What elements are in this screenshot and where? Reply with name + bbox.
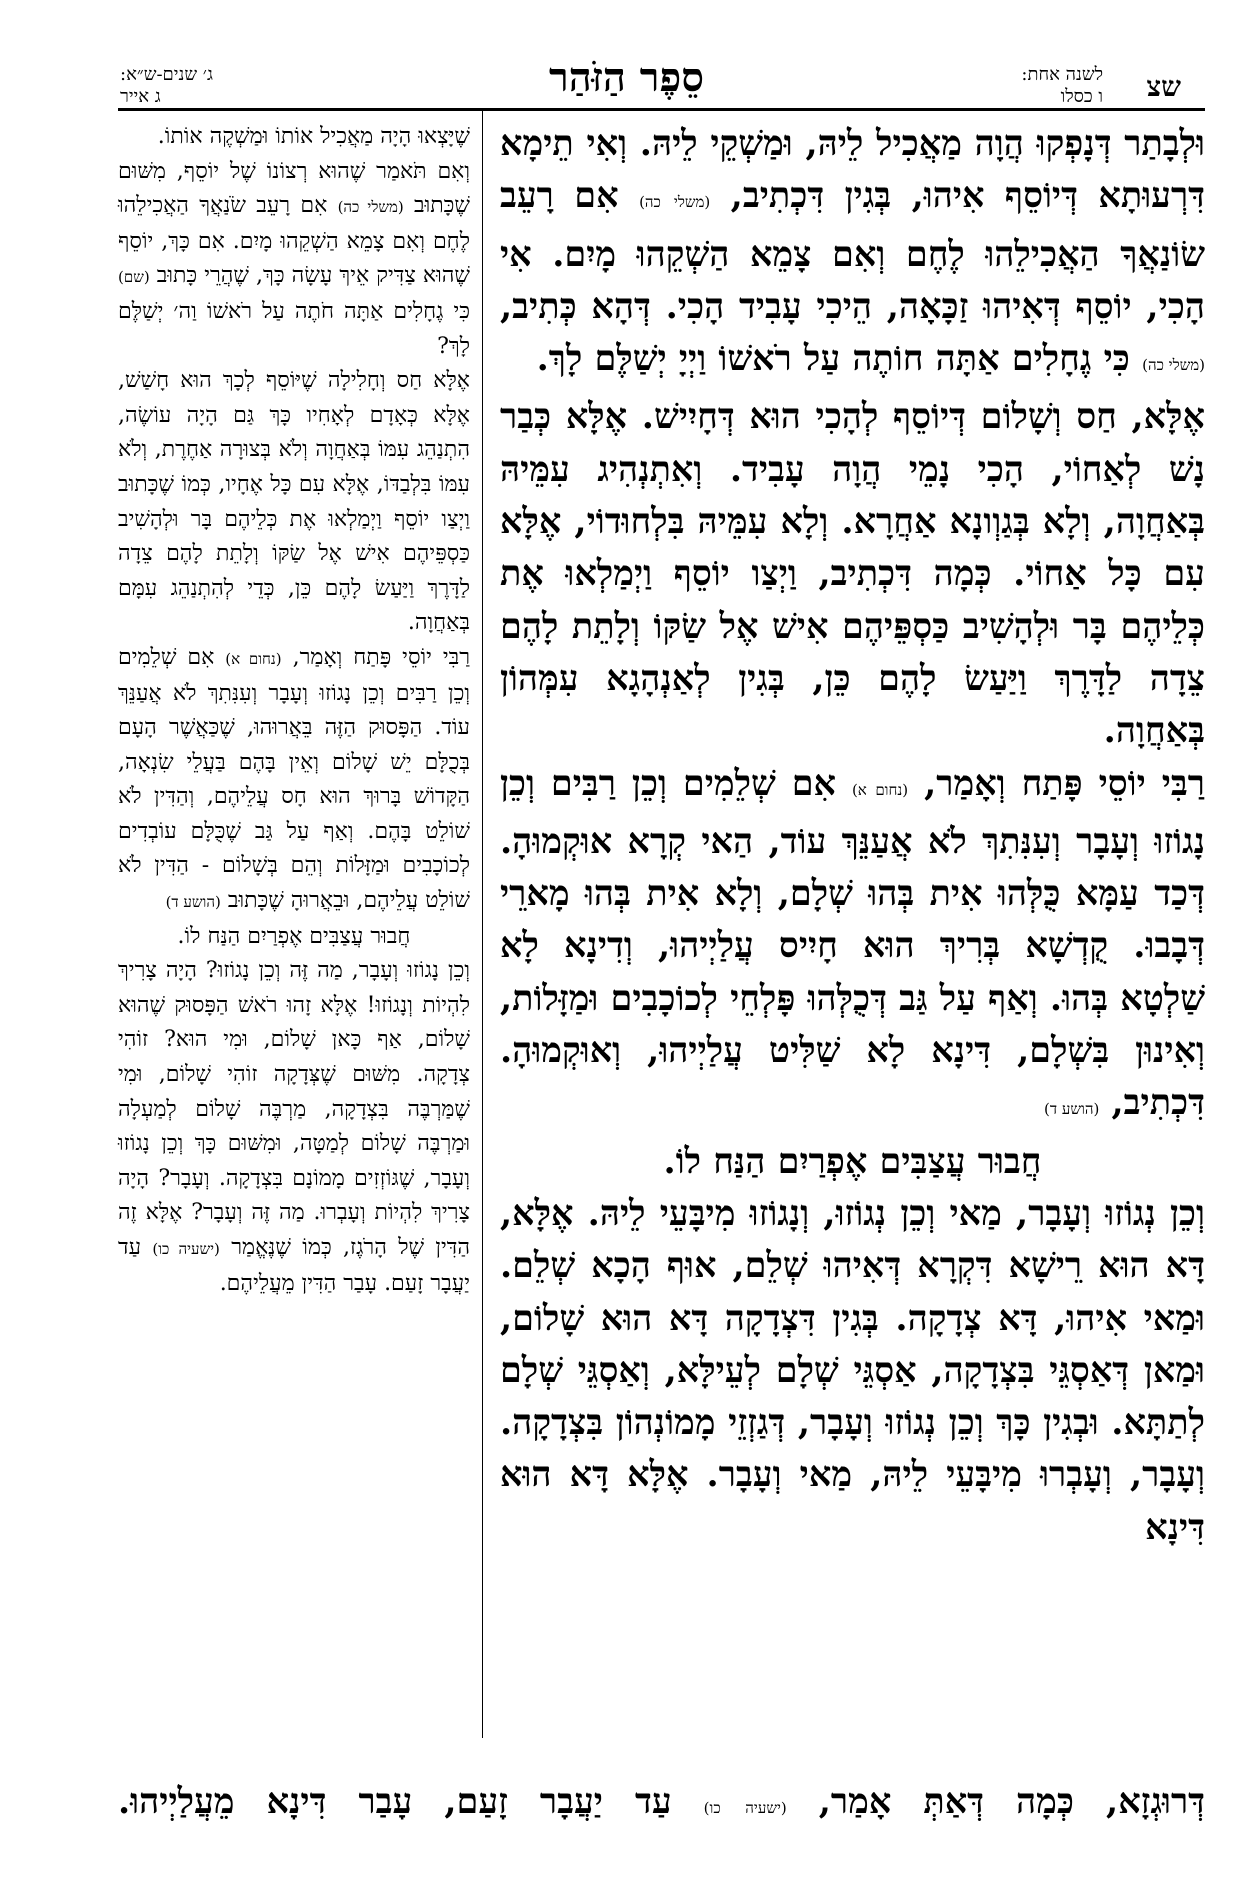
translation-paragraph: שֶׁיָּצְאוּ הָיָה מַאֲכִיל אוֹתוֹ וּמַשְׁקֶה אוֹתוֹ. <box>157 124 470 149</box>
main-text-column <box>500 118 1205 1554</box>
verse-line: חֲבוּר עֲצַבִּים אֶפְרַיִם הַנַּח לוֹ. <box>663 1140 1042 1182</box>
main-paragraph: וּלְבָתַר דְּנָפְקוּ הֲוָה מַאֲכִיל לֵיהּ, וּמַשְׁקֵי לֵיהּ. וְאִי תֵימָא דִּרְעוּתָא דְּיוֹסֵף אִיהוּ, בְּגִין דִּכְתִיב, (משלי כה) אִם רָעֵב שׂוֹנַאֲךָ הַאֲכִילֵהוּ לֶחֶם וְאִם צָמֵא הַשְׁקֵהוּ מָיִם. אִי הָכִי, יוֹסֵף דְּאִיהוּ זַכָּאָה, הֵיכִי עָבִיד הָכִי. דְּהָא כְּתִיב, (משלי כה) כִּי גֶחָלִים אַתָּה חוֹתֶה עַל רֹאשׁוֹ וַיְיָ יְשַׁלֶּם לָךְ. <box>500 123 1205 380</box>
citation: (משלי כה) <box>337 198 404 217</box>
header-divider <box>118 108 1205 111</box>
translation-paragraph: אֶלָּא חַס וְחָלִילָה שֶׁיּוֹסֵף לְכָךְ הוּא חָשַׁשׁ, אֶלָּא כְּאָדָם לְאָחִיו כָּךְ גַּם הָיָה עוֹשֶׂה, הִתְנַהֵג עִמּוֹ בְּאַחֲוָה וְלֹא בְּצוּרָה אַחֶרֶת, וְלֹא עִמּוֹ בִּלְבַדּוֹ, אֶלָּא עִם כָּל אֶחָיו, כְּמוֹ שֶׁכָּתוּב וַיְצַו יוֹסֵף וַיְמַלְאוּ אֶת כְּלֵיהֶם בָּר וּלְהָשִׁיב כַּסְפֵּיהֶם אִישׁ אֶל שַׂקּוֹ וְלָתֵת לָהֶם צֵדָה לַדָּרֶךְ וַיַּעַשׂ לָהֶם כֵּן, כְּדֵי לְהִתְנַהֵג עִמָּם בְּאַחֲוָה. <box>118 368 470 636</box>
header-left-date <box>120 64 213 108</box>
translation-paragraph: וְכֵן נָגוֹזוּ וְעָבָר, מַה זֶּה וְכֵן נָגוֹזוּ? הָיָה צָרִיךְ לִהְיוֹת וְנָגוֹזוּ! אֶלָּא זָהוּ רֹאשׁ הַפָּסוּק שֶׁהוּא שָׁלוֹם, אַף כָּאן שָׁלוֹם, וּמִי הוּא? זוֹהִי צְדָקָה. מִשּׁוּם שֶׁצְּדָקָה זוֹהִי שָׁלוֹם, וּמִי שֶׁמַּרְבֶּה בִּצְדָקָה, מַרְבֶּה שָׁלוֹם לְמַעְלָה וּמַרְבֶּה שָׁלוֹם לְמַטָּה, וּמִשּׁוּם כָּךְ וְכֵן נָגוֹזוּ וְעָבָר, שֶׁגּוֹזְזִים מָמוֹנָם בִּצְדָקָה. וְעָבָר? הָיָה צָרִיךְ לִהְיוֹת וְעָבְרוּ. מַה זֶּה וְעָבָר? אֶלָּא זֶה הַדִּין שֶׁל הָרֹגֶז, כְּמוֹ שֶׁנֶּאֱמַר (ישעיה כו) עַד יַעֲבָר זָעַם. עָבַר הַדִּין מֵעֲלֵיהֶם. <box>118 958 470 1296</box>
header-left-line2: ג אייר <box>120 86 161 107</box>
header-right-line2: ו כסלו <box>1060 86 1103 107</box>
citation: (הושע ד) <box>165 893 221 912</box>
header-left-line1: ג׳ שנים-ש״א: <box>120 64 213 85</box>
closing-line: דְּרוּגְזָא, כְּמָה דְּאַתְּ אָמַר, (ישעיה כו) עַד יַעֲבָר זָעַם, עָבַר דִּינָא מֵעֲלַיְיהוּ. <box>118 1781 1205 1822</box>
main-paragraph: וְכֵן נְגוֹזוּ וְעָבָר, מַאי וְכֵן נְגוֹזוּ, וְנָגוֹזוּ מִיבָּעֵי לֵיהּ. אֶלָּא, דָּא הוּא רֵישָׁא דִּקְרָא דְּאִיהוּ שְׁלֵם, אוּף הָכָא שְׁלֵם. וּמַאי אִיהוּ, דָּא צְדָקָה. בְּגִין דִּצְדָקָה דָּא הוּא שָׁלוֹם, וּמַאן דְּאַסְגֵּי בִּצְדָקָה, אַסְגֵּי שְׁלָם לְעֵילָּא, וְאַסְגֵּי שְׁלָם לְתַתָּא. וּבְגִין כָּךְ וְכֵן נְגוֹזוּ וְעָבָר, דְּגַזְזֵי מָמוֹנְהוֹן בִּצְדָקָה. וְעָבָר, וְעָבְרוּ מִיבָּעֵי לֵיהּ, מַאי וְעָבָר. אֶלָּא דָּא הוּא דִּינָא <box>500 1192 1205 1548</box>
citation: (נחום א) <box>851 780 909 799</box>
verse-line: חֲבוּר עֲצַבִּים אֶפְרַיִם הַנַּח לוֹ. <box>177 923 411 949</box>
citation: (הושע ד) <box>1044 1100 1100 1119</box>
page-number: שצ <box>1146 70 1181 103</box>
column-divider <box>482 108 483 1738</box>
translation-paragraph: וְאִם תֹּאמַר שֶׁהוּא רְצוֹנוֹ שֶׁל יוֹסֵף, מִשּׁוּם שֶׁכָּתוּב (משלי כה) אִם רָעֵב שֹׂנַאֲךָ הַאֲכִילֵהוּ לֶחֶם וְאִם צָמֵא הַשְׁקֵהוּ מָיִם. אִם כָּךְ, יוֹסֵף שֶׁהוּא צַדִּיק אֵיךְ עָשָׂה כָּךְ, שֶׁהֲרֵי כָּתוּב (שם) כִּי גֶחָלִים אַתָּה חֹתֶה עַל רֹאשׁוֹ וַה׳ יְשַׁלֶּם לָךְ? <box>118 158 470 359</box>
citation: (משלי כה) <box>1142 356 1205 375</box>
citation: (נחום א) <box>225 649 282 668</box>
citation: (ישעיה כו) <box>152 1240 220 1258</box>
citation: (משלי כה) <box>639 193 711 212</box>
header-right-line1: לשנה אחת: <box>1021 64 1103 85</box>
main-paragraph: אֶלָּא, חַס וְשָׁלוֹם דְּיוֹסֵף לְהָכִי הוּא דְּחָיִישׁ. אֶלָּא כְּבַר נָשׁ לְאַחוֹי, הָכִי נָמֵי הֲוָה עָבִיד. וְאִתְנְהִיג עִמֵּיהּ בְּאַחֲוָה, וְלָא בְּגַוְונָא אַחֲרָא. וְלָא עִמֵּיהּ בִּלְחוּדוֹי, אֶלָּא עִם כָּל אַחוֹי. כְּמָה דִּכְתִיב, וַיְצַו יוֹסֵף וַיְמַלְאוּ אֶת כְּלֵיהֶם בָּר וּלְהָשִׁיב כַּסְפֵּיהֶם אִישׁ אֶל שַׂקּוֹ וְלָתֵת לָהֶם צֵדָה לַדָּרֶךְ וַיַּעַשׂ לָהֶם כֵּן, בְּגִין לְאַנְהָגָא עִמְּהוֹן בְּאַחֲוָה. <box>500 396 1205 752</box>
translation-paragraph: רַבִּי יוֹסֵי פָּתַח וְאָמַר, (נחום א) אִם שְׁלֵמִים וְכֵן רַבִּים וְכֵן נָגוֹזוּ וְעָבָר וְעִנִּתִךְ לֹא אֲעַנֵּךְ עוֹד. הַפָּסוּק הַזֶּה בֵּאֲרוּהוּ, שֶׁכַּאֲשֶׁר הָעָם בְּכֻלָּם יֵשׁ שָׁלוֹם וְאֵין בָּהֶם בַּעֲלֵי שִׂנְאָה, הַקָּדוֹשׁ בָּרוּךְ הוּא חָס עֲלֵיהֶם, וְהַדִּין לֹא שׁוֹלֵט בָּהֶם. וְאַף עַל גַּב שֶׁכֻּלָּם עוֹבְדִים לְכוֹכָבִים וּמַזָּלוֹת וְהֵם בְּשָׁלוֹם - הַדִּין לֹא שׁוֹלֵט עֲלֵיהֶם, וּבֵאֲרוּהָ שֶׁכָּתוּב (הושע ד) <box>118 644 471 914</box>
citation: (ישעיה כו) <box>703 1799 787 1817</box>
main-paragraph: רַבִּי יוֹסֵי פָּתַח וְאָמַר, (נחום א) אִם שְׁלֵמִים וְכֵן רַבִּים וְכֵן נָגוֹזוּ וְעָבָר וְעִנִּתִךְ לֹא אֲעַנֵּךְ עוֹד, הַאי קְרָא אוּקְמוּהָ. דְּכַד עַמָּא כֻּלְּהוּ אִית בְּהוּ שְׁלָם, וְלָא אִית בְּהוּ מָארֵי דְּבָבוּ. קֻדְשָׁא בְּרִיךְ הוּא חָיִיס עֲלַיְיהוּ, וְדִינָא לָא שַׁלְטָא בְּהוּ. וְאַף עַל גַּב דְּכֻלְּהוּ פָּלְחֵי לְכוֹכָבִים וּמַזָּלוֹת, וְאִינוּן בִּשְׁלָם, דִּינָא לָא שַׁלִּיט עֲלַיְיהוּ, וְאוּקְמוּהָ. דִּכְתִיב, (הושע ד) <box>500 762 1205 1124</box>
translation-column <box>118 120 470 1301</box>
citation: (שם) <box>118 268 150 287</box>
page-title: סֵפֶר הַזֹּהַר <box>549 54 704 101</box>
